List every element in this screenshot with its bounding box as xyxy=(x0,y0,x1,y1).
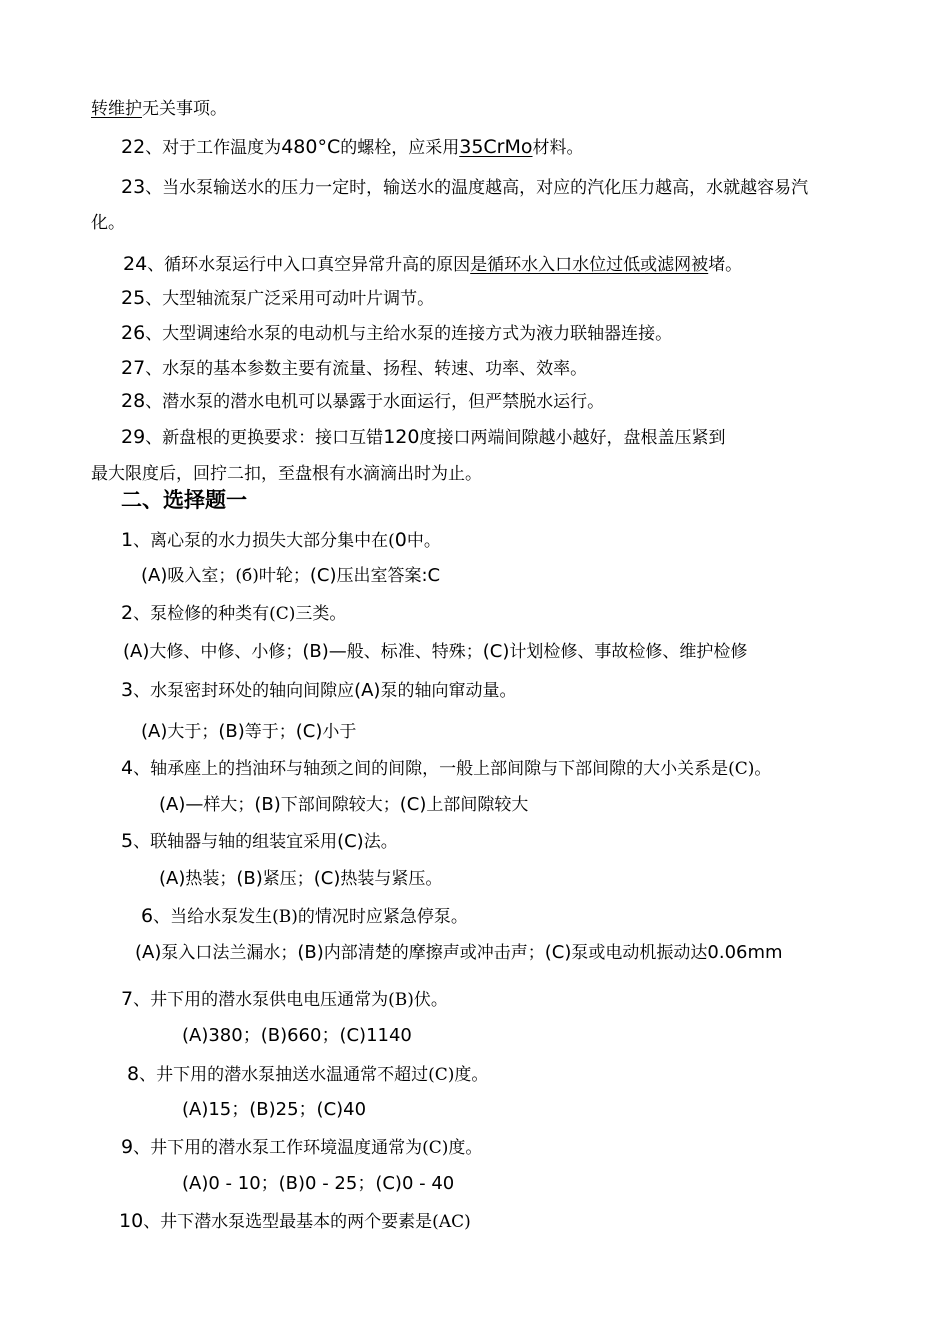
line-29: 29、新盘根的更换要求：接口互错120度接口两端间隙越小越好，盘根盖压紧到 xyxy=(121,426,726,448)
question-3-options: (A)大于；(B)等于；(C)小于 xyxy=(141,721,357,742)
question-1: 1、离心泵的水力损失大部分集中在(0中。 xyxy=(121,529,441,551)
question-4: 4、轴承座上的挡油环与轴颈之间的间隙，一般上部间隙与下部间隙的大小关系是(C)。 xyxy=(121,757,772,779)
question-10: 10、井下潜水泵选型最基本的两个要素是(AC) xyxy=(119,1210,471,1232)
question-9: 9、井下用的潜水泵工作环境温度通常为(C)度。 xyxy=(121,1136,483,1158)
question-2: 2、泵检修的种类有(C)三类。 xyxy=(121,602,347,624)
question-2-options: (A)大修、中修、小修；(B)—般、标准、特殊；(C)计划检修、事故检修、维护检修 xyxy=(123,641,748,662)
section-heading: 二、选择题一 xyxy=(121,488,247,512)
underlined-answer: 35CrMo xyxy=(459,136,533,158)
question-5-options: (A)热装；(B)紧压；(C)热装与紧压。 xyxy=(159,868,443,889)
underlined-answer: 是循环水入口水位过低或滤网被 xyxy=(470,255,709,275)
question-5: 5、联轴器与轴的组装宜采用(C)法。 xyxy=(121,830,398,852)
line-21-continued: 转维护无关事项。 xyxy=(91,99,227,119)
line-27: 27、水泵的基本参数主要有流量、扬程、转速、功率、效率。 xyxy=(121,357,588,379)
question-7: 7、井下用的潜水泵供电电压通常为(B)伏。 xyxy=(121,988,448,1010)
line-22: 22、对于工作温度为480°C的螺栓，应采用35CrMo材料。 xyxy=(121,136,584,158)
line-25: 25、大型轴流泵广泛采用可动叶片调节。 xyxy=(121,287,435,309)
line-28: 28、潜水泵的潜水电机可以暴露于水面运行，但严禁脱水运行。 xyxy=(121,390,605,412)
question-3: 3、水泵密封环处的轴向间隙应(A)泵的轴向窜动量。 xyxy=(121,679,517,701)
question-9-options: (A)0 - 10；(B)0 - 25；(C)0 - 40 xyxy=(182,1173,455,1194)
question-4-options: (A)—样大；(B)下部间隙较大；(C)上部间隙较大 xyxy=(159,794,529,815)
question-8-options: (A)15；(B)25；(C)40 xyxy=(182,1099,367,1120)
question-6-options: (A)泵入口法兰漏水；(B)内部清楚的摩擦声或冲击声；(C)泵或电动机振动达0.06mm xyxy=(135,942,783,963)
question-8: 8、井下用的潜水泵抽送水温通常不超过(C)度。 xyxy=(127,1063,489,1085)
line-29-continued: 最大限度后，回拧二扣，至盘根有水滴滴出时为止。 xyxy=(91,464,482,484)
underlined-answer: 转维护 xyxy=(91,99,142,119)
line-23: 23、当水泵输送水的压力一定时，输送水的温度越高，对应的汽化压力越高，水就越容易汽 xyxy=(121,176,809,198)
question-7-options: (A)380；(B)660；(C)1140 xyxy=(182,1025,412,1046)
line-24: 24、循环水泵运行中入口真空异常升高的原因是循环水入口水位过低或滤网被堵。 xyxy=(123,253,743,275)
question-6: 6、当给水泵发生(B)的情况时应紧急停泵。 xyxy=(141,905,468,927)
line-26: 26、大型调速给水泵的电动机与主给水泵的连接方式为液力联轴器连接。 xyxy=(121,322,673,344)
question-1-options: (A)吸入室；(б)叶轮；(C)压出室答案:C xyxy=(141,565,441,586)
line-23-continued: 化。 xyxy=(91,213,125,233)
